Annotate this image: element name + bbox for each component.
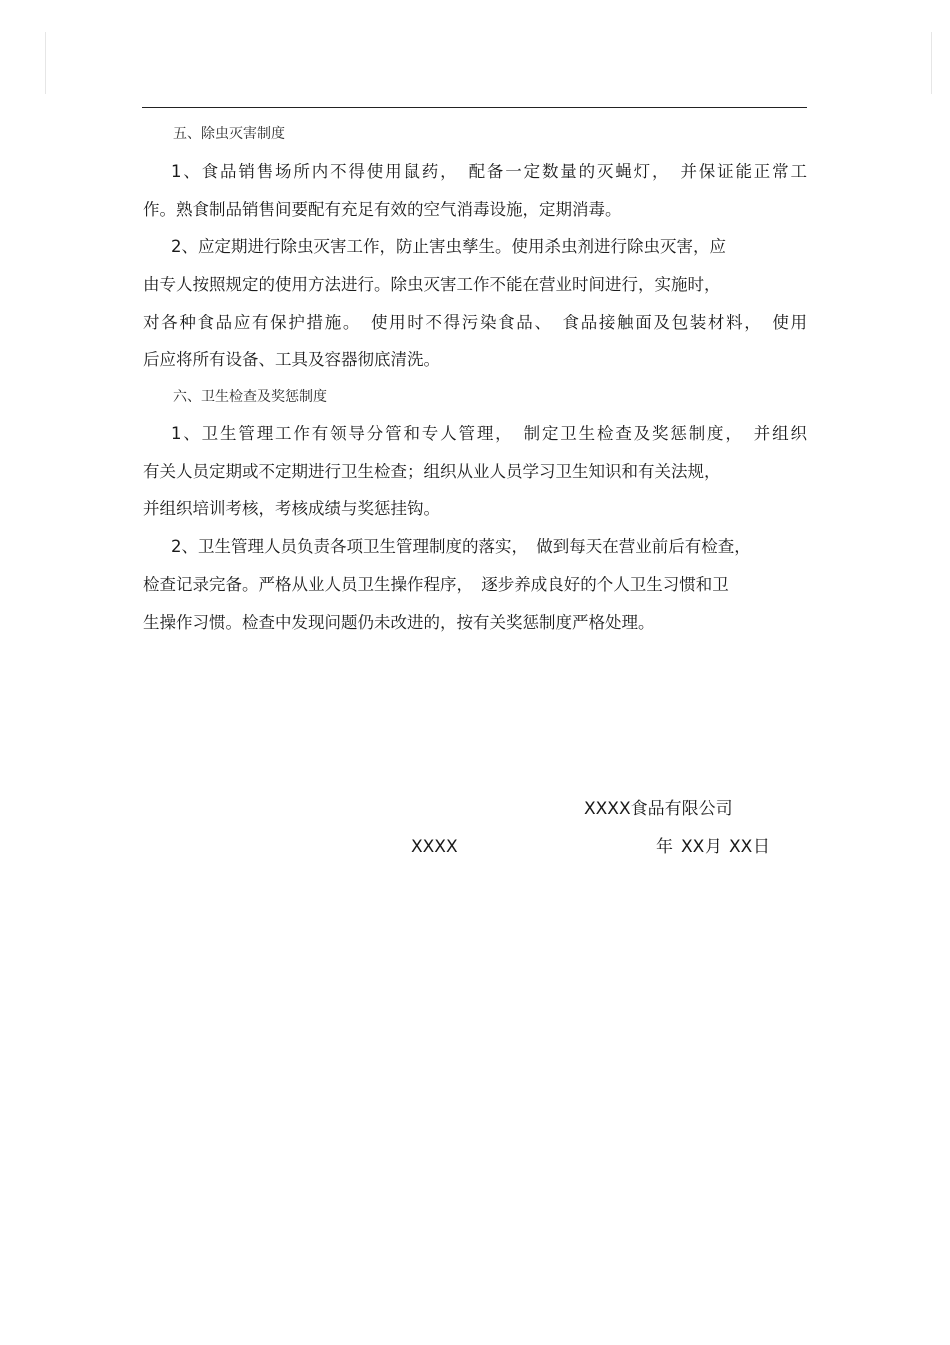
- paragraph-line: 作。熟食制品销售间要配有充足有效的空气消毒设施，定期消毒。: [143, 200, 622, 219]
- date-month-value: XX: [681, 837, 705, 857]
- paragraph-line: 2、卫生管理人员负责各项卫生管理制度的落实， 做到每天在营业前后有检查，: [171, 537, 751, 556]
- paragraph-line: 有关人员定期或不定期进行卫生检查；组织从业人员学习卫生知识和有关法规，: [143, 462, 721, 481]
- page-edge-left: [45, 32, 46, 94]
- header-rule: [142, 107, 807, 108]
- date-year-unit: 年: [656, 837, 673, 857]
- company-signature: XXXX食品有限公司: [584, 799, 733, 819]
- paragraph-line: 后应将所有设备、工具及容器彻底清洗。: [143, 350, 440, 369]
- date-day-value: XX: [729, 837, 753, 857]
- paragraph-line: 检查记录完备。严格从业人员卫生操作程序， 逐步养成良好的个人卫生习惯和卫: [143, 575, 729, 594]
- paragraph-line: 1、卫生管理工作有领导分管和专人管理， 制定卫生检查及奖惩制度， 并组织: [171, 424, 807, 443]
- page-edge-right: [931, 32, 932, 94]
- date-year-value: XXXX: [411, 837, 458, 857]
- paragraph-line: 生操作习惯。检查中发现问题仍未改进的，按有关奖惩制度严格处理。: [143, 613, 655, 632]
- paragraph-line: 由专人按照规定的使用方法进行。除虫灭害工作不能在营业时间进行，实施时，: [143, 275, 721, 294]
- paragraph-line: 1、食品销售场所内不得使用鼠药， 配备一定数量的灭蝇灯， 并保证能正常工: [171, 162, 807, 181]
- paragraph-line: 对各种食品应有保护措施。 使用时不得污染食品、 食品接触面及包装材料， 使用: [143, 313, 807, 332]
- section-heading-hygiene-inspection: 六、卫生检查及奖惩制度: [173, 389, 327, 405]
- section-heading-pest-control: 五、除虫灭害制度: [173, 126, 285, 142]
- paragraph-line: 2、应定期进行除虫灭害工作，防止害虫孳生。使用杀虫剂进行除虫灭害，应: [171, 237, 726, 256]
- paragraph-line: 并组织培训考核，考核成绩与奖惩挂钩。: [143, 499, 440, 518]
- date-day-unit: 日: [753, 837, 770, 857]
- date-month-unit: 月: [705, 837, 722, 857]
